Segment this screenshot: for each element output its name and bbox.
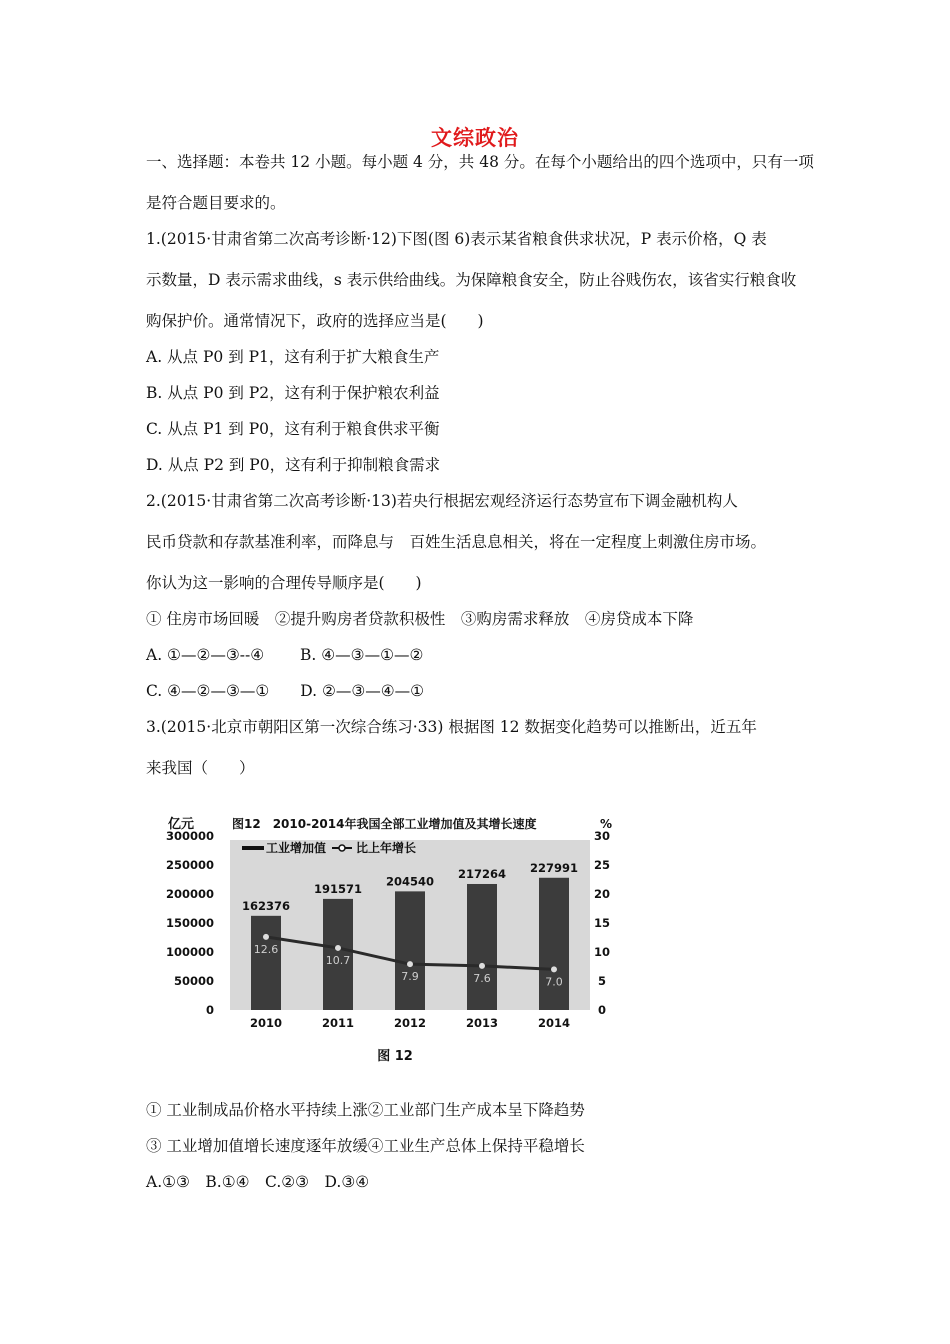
growth-rate-point (552, 967, 557, 972)
y-right-tick-label: 10 (593, 945, 611, 959)
y-right-tick-label: 20 (593, 887, 611, 901)
growth-rate-point (408, 962, 413, 967)
legend-bar-label: 工业增加值 (266, 841, 327, 855)
y-right-tick-label: 30 (593, 829, 611, 843)
x-tick-label: 2010 (249, 1016, 283, 1030)
page-title: 文综政治 (431, 125, 519, 150)
growth-rate-label: 7.6 (473, 971, 491, 985)
bar-2013 (467, 884, 497, 1010)
bar-2012 (395, 891, 425, 1010)
legend-line-label: 比上年增长 (356, 841, 417, 855)
bar-value-label: 162376 (241, 898, 291, 913)
q1-stem-line1: 1.(2015·甘肃省第二次高考诊断·12)下图(图 6)表示某省粮食供求状况，P 表示价格，Q 表 (146, 230, 767, 248)
q1-stem-line3: 购保护价。通常情况下，政府的选择应当是( ) (146, 312, 484, 330)
y-left-tick-label: 300000 (165, 829, 214, 843)
bar-value-label: 191571 (313, 881, 363, 896)
y-right-tick-label: 5 (597, 974, 607, 988)
q3-options: A.①③ B.①④ C.②③ D.③④ (146, 1173, 370, 1191)
bar-value-label: 227991 (529, 860, 579, 875)
bar-value-label: 217264 (457, 866, 507, 881)
y-left-tick-label: 250000 (165, 858, 214, 872)
q2-stem-line2: 民币贷款和存款基准利率，而降息与 百姓生活息息相关，将在一定程度上刺激住房市场。 (146, 533, 767, 551)
x-tick-label: 2012 (393, 1016, 427, 1030)
bar-value-label: 204540 (385, 874, 435, 889)
growth-rate-label: 12.6 (253, 942, 279, 956)
q2-stem-line3: 你认为这一影响的合理传导顺序是( ) (146, 574, 422, 592)
q2-stem-line1: 2.(2015·甘肃省第二次高考诊断·13)若央行根据宏观经济运行态势宣布下调金融机构人 (146, 492, 738, 510)
growth-rate-label: 7.9 (401, 970, 419, 984)
x-tick-label: 2014 (537, 1016, 571, 1030)
y-left-tick-label: 150000 (165, 916, 214, 930)
growth-rate-point (264, 934, 269, 939)
q1-option-b: B. 从点 P0 到 P2，这有利于保护粮农利益 (146, 384, 440, 402)
q2-statements: ① 住房市场回暖 ②提升购房者贷款积极性 ③购房需求释放 ④房贷成本下降 (146, 610, 694, 628)
section-instruction-line1: 一、选择题：本卷共 12 小题。每小题 4 分，共 48 分。在每个小题给出的四个选项中，只有一项 (146, 153, 814, 171)
q1-stem-line2: 示数量，D 表示需求曲线，s 表示供给曲线。为保障粮食安全，防止谷贱伤农，该省实行粮食收 (146, 271, 797, 289)
growth-rate-point (336, 945, 341, 950)
y-right-unit: % (600, 817, 613, 831)
legend-line-marker (339, 845, 345, 851)
y-left-tick-label: 50000 (173, 974, 214, 988)
q2-options-row1: A. ①—②—③--④ B. ④—③—①—② (146, 646, 424, 664)
q3-stem-line2: 来我国（ ） (146, 759, 255, 777)
x-tick-label: 2011 (321, 1016, 355, 1030)
q2-options-row2: C. ④—②—③—① D. ②—③—④—① (146, 682, 425, 700)
q1-option-a: A. 从点 P0 到 P1，这有利于扩大粮食生产 (146, 348, 440, 366)
y-left-tick-label: 100000 (165, 945, 214, 959)
section-instruction-line2: 是符合题目要求的。 (146, 194, 286, 212)
q1-option-d: D. 从点 P2 到 P0，这有利于抑制粮食需求 (146, 456, 441, 474)
y-right-tick-label: 25 (593, 858, 611, 872)
bar-2010 (251, 916, 281, 1010)
growth-rate-label: 7.0 (545, 975, 563, 989)
growth-rate-point (480, 963, 485, 968)
y-left-tick-label: 200000 (165, 887, 214, 901)
q3-statement-line2: ③ 工业增加值增长速度逐年放缓④工业生产总体上保持平稳增长 (146, 1137, 585, 1155)
y-right-tick-label: 15 (593, 916, 611, 930)
bar-2014 (539, 878, 569, 1010)
growth-rate-label: 10.7 (325, 953, 351, 967)
chart-title: 图12 2010-2014年我国全部工业增加值及其增长速度 (232, 817, 537, 831)
industrial-value-chart (160, 808, 640, 1068)
y-left-tick-label: 0 (205, 1003, 214, 1017)
chart-caption: 图 12 (377, 1049, 413, 1064)
q3-statement-line1: ① 工业制成品价格水平持续上涨②工业部门生产成本呈下降趋势 (146, 1101, 585, 1119)
x-tick-label: 2013 (465, 1016, 499, 1030)
y-left-unit: 亿元 (168, 817, 195, 832)
y-right-tick-label: 0 (597, 1003, 607, 1017)
q1-option-c: C. 从点 P1 到 P0，这有利于粮食供求平衡 (146, 420, 440, 438)
q3-stem-line1: 3.(2015·北京市朝阳区第一次综合练习·33) 根据图 12 数据变化趋势可以推断出，近五年 (146, 718, 757, 736)
